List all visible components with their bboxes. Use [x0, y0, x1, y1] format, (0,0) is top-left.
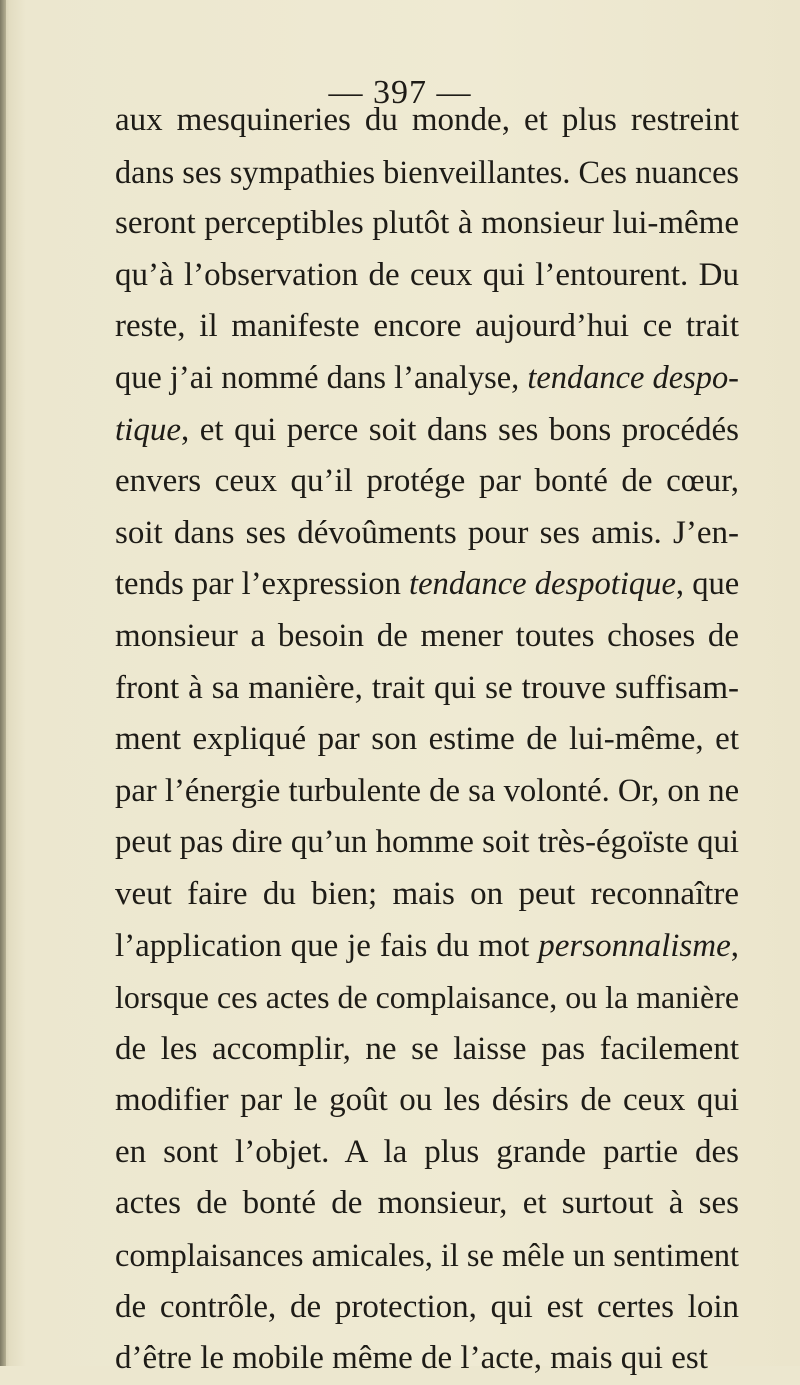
text-line — [115, 1024, 739, 1076]
text-segment: , et qui perce soit dans ses bons procédés — [180, 411, 739, 448]
text-segment: front à sa manière, trait qui se trouve suffisam- — [115, 669, 739, 706]
text-line — [115, 250, 739, 302]
italic-text-segment: tique — [115, 411, 181, 448]
text-segment: soit dans ses dévoûments pour ses amis. J’en- — [115, 514, 739, 551]
text-line — [115, 456, 739, 508]
text-line — [115, 1282, 739, 1334]
text-segment: que j’ai nommé dans l’analyse, — [115, 359, 528, 396]
text-line — [115, 663, 739, 715]
text-line — [115, 1127, 739, 1179]
text-segment: envers ceux qu’il protége par bonté de cœur, — [115, 463, 739, 500]
text-segment: qu’à l’observation de ceux qui l’entourent. Du — [115, 256, 739, 293]
text-line — [115, 817, 739, 869]
binding-edge — [0, 0, 6, 1366]
text-segment: seront perceptibles plutôt à monsieur lui-même — [115, 205, 739, 242]
text-segment: lorsque ces actes de complaisance, ou la manière — [115, 980, 739, 1016]
body-text — [115, 95, 739, 1385]
text-line — [115, 714, 739, 766]
text-line — [115, 301, 739, 353]
italic-text-segment: tendance despotique — [409, 566, 676, 603]
text-segment: reste, il manifeste encore aujourd’hui ce trait — [115, 308, 739, 345]
text-segment: peut pas dire qu’un homme soit très-égoïste qui — [115, 824, 739, 861]
text-segment: tends par l’expression — [115, 566, 410, 603]
text-line — [115, 95, 739, 147]
text-line — [115, 869, 739, 921]
text-line — [115, 766, 739, 818]
text-line — [115, 147, 739, 199]
text-segment: actes de bonté de monsieur, et surtout à ses — [115, 1185, 739, 1222]
text-segment: monsieur a besoin de mener toutes choses de — [115, 617, 739, 654]
text-line — [115, 508, 739, 560]
text-line — [115, 972, 739, 1024]
italic-text-segment: tendance despo- — [527, 359, 739, 396]
text-segment: de les accomplir, ne se laisse pas facilement — [115, 1030, 739, 1067]
text-line — [115, 353, 739, 405]
text-line — [115, 921, 739, 973]
text-line — [115, 1333, 739, 1385]
text-line — [115, 1075, 739, 1127]
text-segment: dans ses sympathies bienveillantes. Ces nuances — [115, 153, 739, 190]
text-segment: complaisances amicales, il se mêle un sentiment — [115, 1237, 739, 1274]
text-segment: veut faire du bien; mais on peut reconnaître — [115, 875, 739, 912]
text-segment: en sont l’objet. A la plus grande partie des — [115, 1133, 739, 1170]
text-segment: d’être le mobile même de l’acte, mais qui est — [115, 1340, 708, 1377]
text-segment: de contrôle, de protection, qui est certes loin — [115, 1288, 739, 1325]
page-number: — 397 — — [328, 74, 472, 111]
text-line — [115, 198, 739, 250]
text-line — [115, 1178, 739, 1230]
text-segment: , — [730, 927, 739, 964]
italic-text-segment: personnalisme — [538, 927, 731, 964]
text-line — [115, 405, 739, 457]
text-segment: , que — [675, 566, 740, 603]
text-line — [115, 1230, 739, 1282]
text-segment: l’application que je fais du mot — [115, 927, 539, 964]
text-segment: modifier par le goût ou les désirs de ceux qui — [115, 1082, 739, 1119]
text-segment: aux mesquineries du monde, et plus restreint — [115, 102, 739, 138]
text-segment: par l’énergie turbulente de sa volonté. Or, on ne — [115, 772, 740, 809]
text-line — [115, 559, 739, 611]
text-segment: ment expliqué par son estime de lui-même, et — [115, 721, 739, 758]
text-line — [115, 611, 739, 663]
